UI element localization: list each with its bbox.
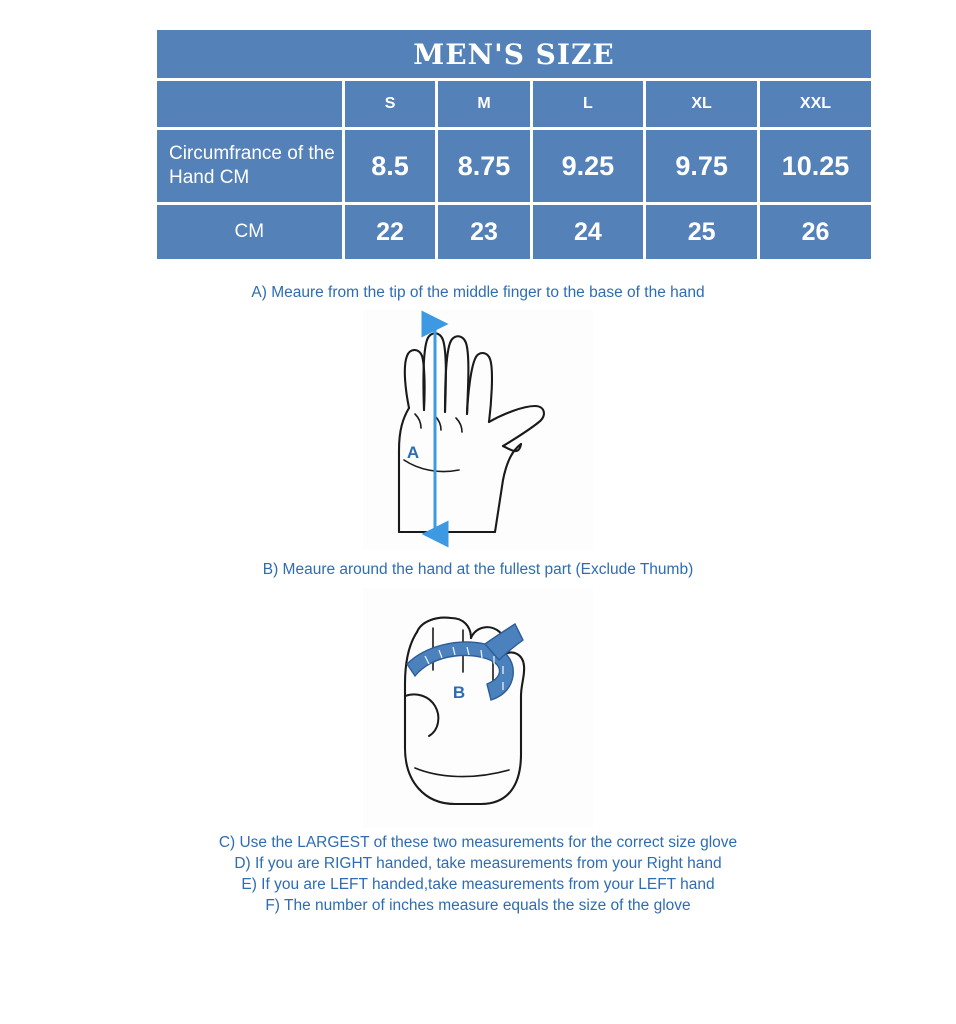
cell-cm-xl: 25 <box>646 205 757 259</box>
hand-length-illustration <box>363 310 593 555</box>
size-table <box>154 27 874 262</box>
cell-cm-s: 22 <box>345 205 436 259</box>
header-size-xxl: XXL <box>760 81 871 127</box>
note-d: D) If you are RIGHT handed, take measurements from your Right hand <box>234 855 722 872</box>
cell-circumference-l: 9.25 <box>533 130 644 202</box>
illustration-a-label: A <box>406 443 420 462</box>
cell-circumference-m: 8.75 <box>438 130 529 202</box>
cell-cm-xxl: 26 <box>760 205 871 259</box>
illustration-b-label: B <box>452 683 466 702</box>
caption-b: B) Meaure around the hand at the fullest part (Exclude Thumb) <box>262 561 694 578</box>
header-size-l: L <box>533 81 644 127</box>
cell-circumference-xxl: 10.25 <box>760 130 871 202</box>
note-c: C) Use the LARGEST of these two measurements for the correct size glove <box>218 834 738 851</box>
caption-a: A) Meaure from the tip of the middle finger to the base of the hand <box>251 284 705 301</box>
note-e: E) If you are LEFT handed,take measurements from your LEFT hand <box>241 876 715 893</box>
cell-circumference-xl: 9.75 <box>646 130 757 202</box>
table-title: MEN'S SIZE <box>157 30 871 78</box>
row-label-cm: CM <box>157 205 342 259</box>
table-row <box>157 130 871 202</box>
row-label-circumference: Circumfrance of the Hand CM <box>157 130 342 202</box>
table-title-row <box>157 30 871 78</box>
header-size-s: S <box>345 81 436 127</box>
header-corner-cell <box>157 81 342 127</box>
header-size-xl: XL <box>646 81 757 127</box>
table-row <box>157 205 871 259</box>
table-header-row <box>157 81 871 127</box>
cell-cm-m: 23 <box>438 205 529 259</box>
note-f: F) The number of inches measure equals the size of the glove <box>265 897 691 914</box>
hand-circumference-illustration <box>363 588 593 833</box>
footer-notes <box>0 832 956 916</box>
cell-circumference-s: 8.5 <box>345 130 436 202</box>
cell-cm-l: 24 <box>533 205 644 259</box>
header-size-m: M <box>438 81 529 127</box>
